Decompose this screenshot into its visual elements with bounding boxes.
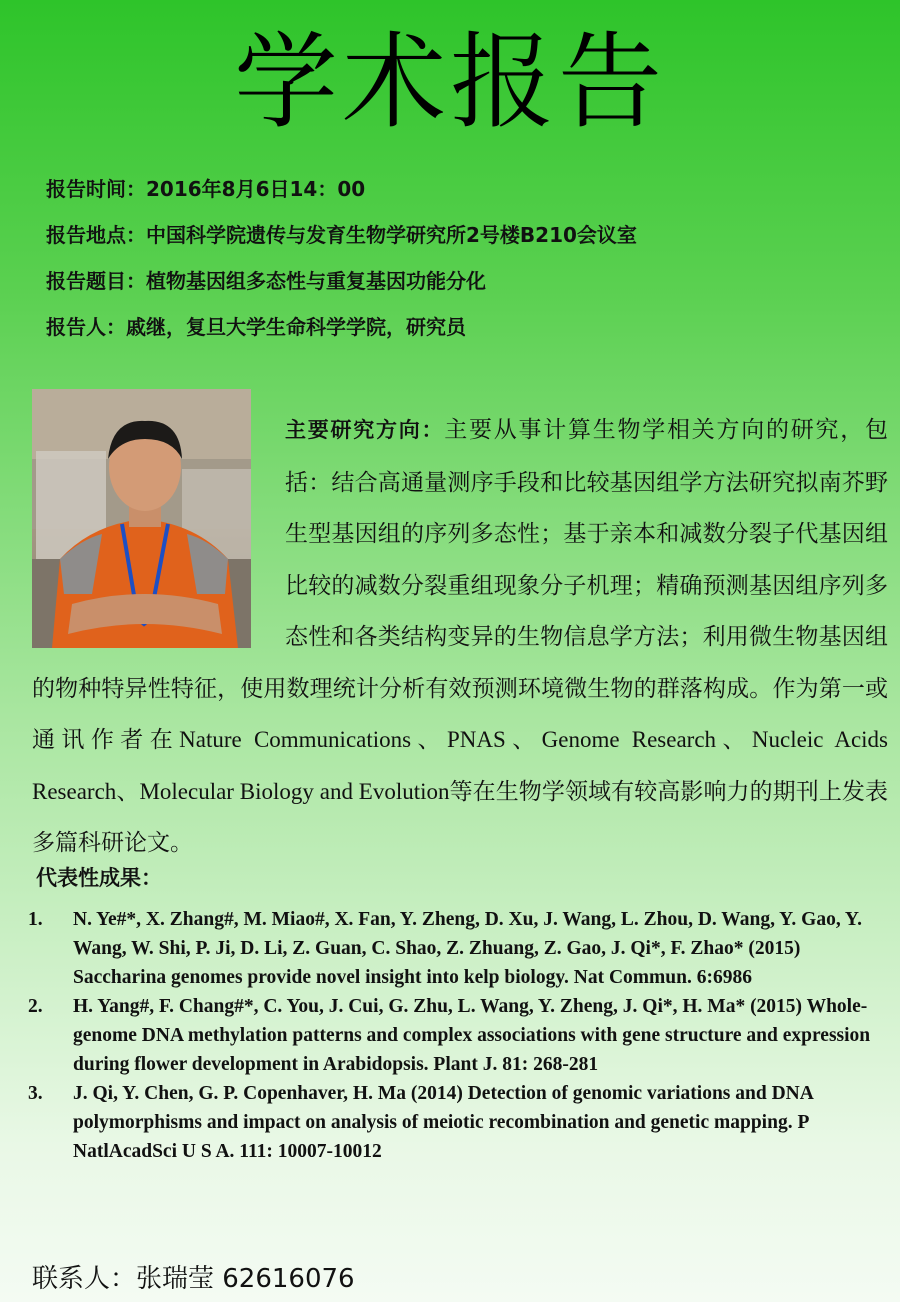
talk-location: 报告地点：中国科学院遗传与发育生物学研究所2号楼B210会议室 [46, 223, 637, 247]
publication-citation: H. Yang#, F. Chang#*, C. You, J. Cui, G. Zhu, L. Wang, Y. Zheng, J. Qi*, H. Ma* (2015) Whole-genome DNA methylation patterns and complex associations with gene structure and expression during flower development in Arabidopsis. Plant J. 81: 268-281 [73, 996, 871, 1075]
publication-list [28, 905, 880, 1166]
talk-info [46, 166, 637, 350]
results-heading: 代表性成果： [36, 866, 162, 890]
publication-item [28, 992, 880, 1079]
publication-number: 1. [28, 909, 43, 930]
publication-number: 2. [28, 996, 43, 1017]
talk-speaker: 报告人：戚继，复旦大学生命科学学院，研究员 [46, 315, 466, 339]
talk-topic: 报告题目：植物基因组多态性与重复基因功能分化 [46, 269, 486, 293]
publication-citation: J. Qi, Y. Chen, G. P. Copenhaver, H. Ma (2014) Detection of genomic variations and DNA polymorphisms and impact on analysis of meiotic recombination and genetic mapping. P NatlAcadSci U S A. 111: 10007-10012 [73, 1083, 813, 1162]
research-section [32, 404, 888, 869]
contact-info: 联系人：张瑞莹 62616076 [32, 1264, 355, 1294]
talk-time: 报告时间：2016年8月6日14：00 [46, 177, 366, 201]
publication-citation: N. Ye#*, X. Zhang#, M. Miao#, X. Fan, Y. Zheng, D. Xu, J. Wang, L. Zhou, D. Wang, Y. Gao, Y. Wang, W. Shi, P. Ji, D. Li, Z. Guan, C. Shao, Z. Zhuang, Z. Gao, J. Qi*, F. Zhao* (2015) Saccharina genomes provide novel insight into kelp biology. Nat Commun. 6:6986 [73, 909, 863, 988]
photo-spacer [32, 404, 285, 662]
research-heading: 主要研究方向： [285, 418, 445, 442]
poster-title: 学术报告 [233, 21, 666, 143]
publication-number: 3. [28, 1083, 43, 1104]
publication-item [28, 1079, 880, 1166]
publication-item [28, 905, 880, 992]
research-body: 主要从事计算生物学相关方向的研究，包括：结合高通量测序手段和比较基因组学方法研究拟南芥野生型基因组的序列多态性；基于亲本和减数分裂子代基因组比较的减数分裂重组现象分子机理；精确预测基因组序列多态性和各类结构变异的生物信息学方法；利用微生物基因组的物种特异性特征，使用数理统计分析有效预测环境微生物的群落构成。作为第一或通讯作者在Nature Communications、PNAS、Genome Research、Nucleic Acids Research、Molecular Biology and Evolution等在生物学领域有较高影响力的期刊上发表多篇科研论文。 [32, 417, 888, 855]
